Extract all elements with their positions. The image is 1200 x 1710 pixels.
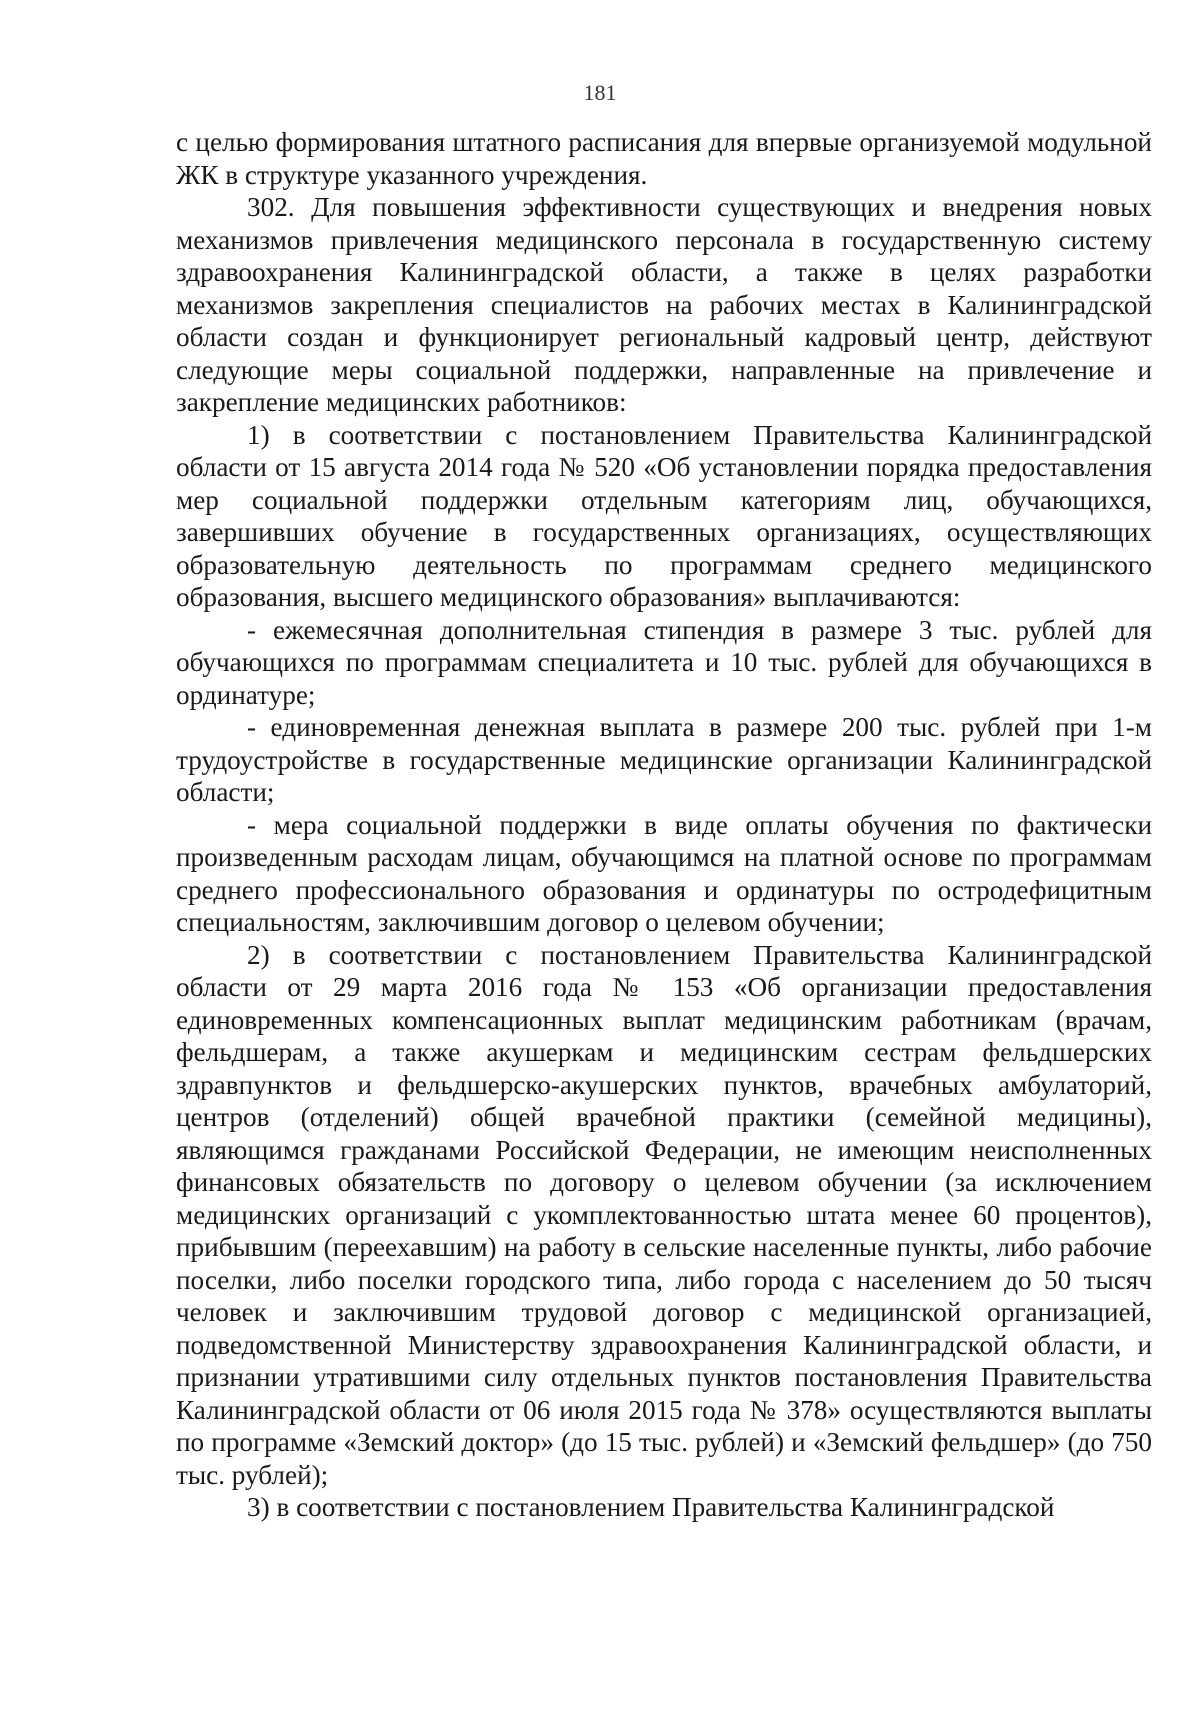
paragraph-302-intro: 302. Для повышения эффективности существующих и внедрения новых механизмов привлечения медицинского персонала в государственную систему здравоохранения Калининградской области, а также в целях разработки механизмов закрепления специалистов на рабочих местах в Калининградской области создан и функционирует региональный кадровый центр, действуют следующие меры социальной поддержки, направленные на привлечение и закрепление медицинских работников: [176,192,1152,417]
body-text [176,126,1152,1524]
paragraph-item-1-lump-sum: - единовременная денежная выплата в размере 200 тыс. рублей при 1-м трудоустройстве в государственные медицинские организации Калининградской области; [176,712,1152,807]
paragraph-item-2: 2) в соответствии с постановлением Правительства Калининградской области от 29 марта 2016 года № 153 «Об организации предоставления единовременных компенсационных выплат медицинским работникам (врачам, фельдшерам, а также акушеркам и медицинским сестрам фельдшерских здравпунктов и фельдшерско-акушерских пунктов, врачебных амбулаторий, центров (отделений) общей врачебной практики (семейной медицины), являющимся гражданами Российской Федерации, не имеющим неисполненных финансовых обязательств по договору о целевом обучении (за исключением медицинских организаций с укомплектованностью штата менее 60 процентов), прибывшим (переехавшим) на работу в сельские населенные пункты, либо рабочие поселки, либо поселки городского типа, либо города с населением до 50 тысяч человек и заключившим трудовой договор с медицинской организацией, подведомственной Министерству здравоохранения Калининградской области, и признании утратившими силу отдельных пунктов постановления Правительства Калининградской области от 06 июля 2015 года № 378» осуществляются выплаты по программе «Земский доктор» (до 15 тыс. рублей) и «Земский фельдшер» (до 750 тыс. рублей); [176,939,1152,1490]
paragraph-continuation: с целью формирования штатного расписания для впервые организуемой модульной ЖК в структуре указанного учреждения. [176,127,1152,190]
paragraph-item-1-tuition: - мера социальной поддержки в виде оплаты обучения по фактически произведенным расходам лицам, обучающимся на платной основе по программам среднего профессионального образования и ординатуры по остродефицитным специальностям, заключившим договор о целевом обучении; [176,809,1152,937]
paragraph-item-3: 3) в соответствии с постановлением Правительства Калининградской [247,1492,1055,1522]
paragraph-item-1-stipend: - ежемесячная дополнительная стипендия в размере 3 тыс. рублей для обучающихся по программам специалитета и 10 тыс. рублей для обучающихся в ординатуре; [176,614,1152,710]
page-number: 181 [583,80,617,105]
paragraph-item-1: 1) в соответствии с постановлением Правительства Калининградской области от 15 августа 2014 года № 520 «Об установлении порядка предоставления мер социальной поддержки отдельным категориям лиц, обучающихся, завершивших обучение в государственных организациях, осуществляющих образовательную деятельность по программам среднего медицинского образования, высшего медицинского образования» выплачиваются: [176,419,1152,612]
